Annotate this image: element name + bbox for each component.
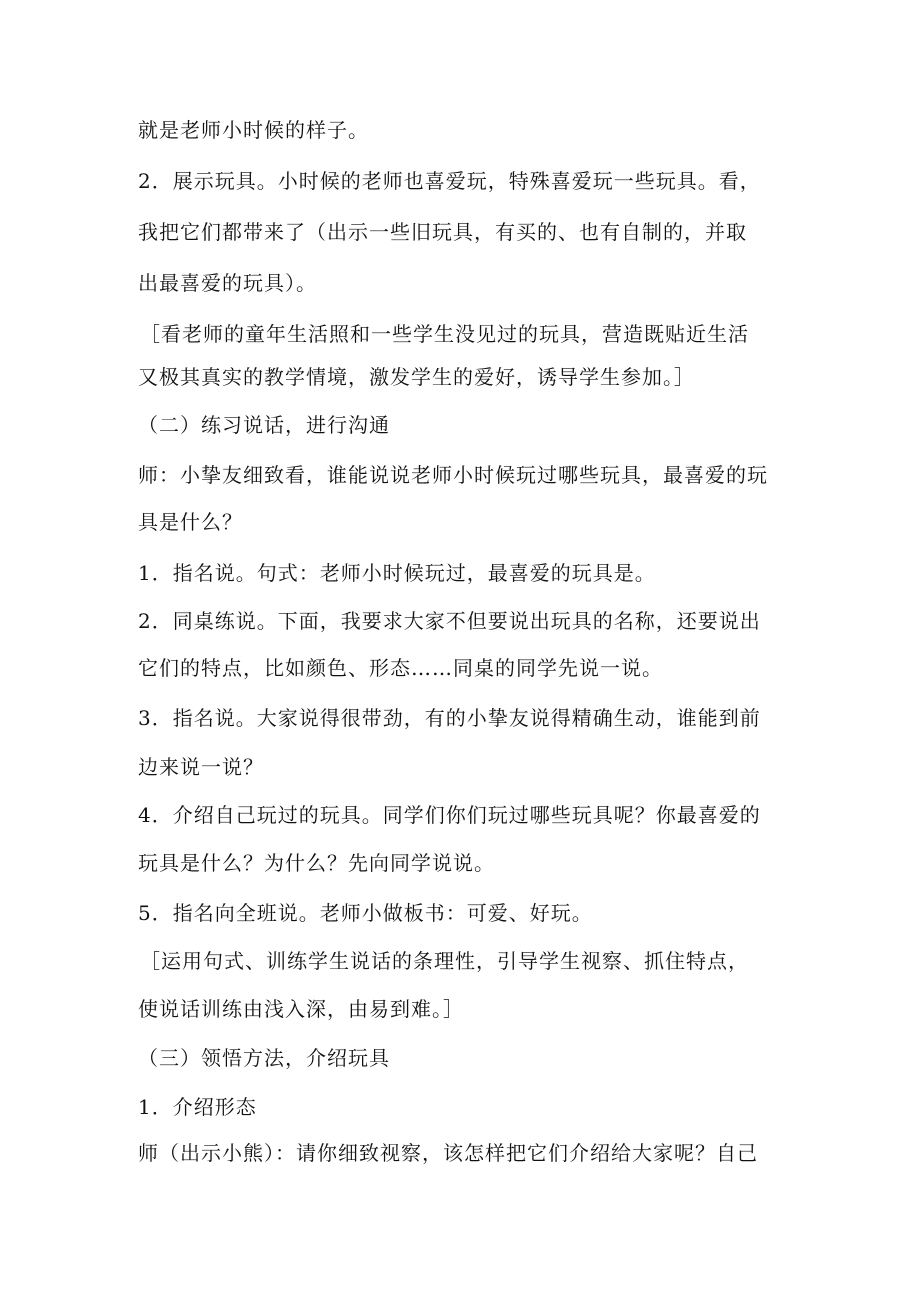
section-heading: （二）练习说话，进行沟通 bbox=[138, 413, 390, 437]
text-line: 师（出示小熊）：请你细致视察，该怎样把它们介绍给大家呢？自己 bbox=[138, 1141, 758, 1165]
text-line: 2．展示玩具。小时候的老师也喜爱玩，特殊喜爱玩一些玩具。看， bbox=[138, 169, 761, 193]
text-line: ［看老师的童年生活照和一些学生没见过的玩具，营造既贴近生活 bbox=[140, 322, 749, 346]
text-line: 2．同桌练说。下面，我要求大家不但要说出玩具的名称，还要说出 bbox=[138, 609, 761, 633]
text-line: 师：小挚友细致看，谁能说说老师小时候玩过哪些玩具，最喜爱的玩 bbox=[138, 463, 768, 487]
text-line: ［运用句式、训练学生说话的条理性，引导学生视察、抓住特点， bbox=[140, 949, 749, 973]
text-line: 5．指名向全班说。老师小做板书：可爱、好玩。 bbox=[138, 901, 593, 925]
text-line: 1．介绍形态 bbox=[138, 1095, 257, 1119]
text-line: 就是老师小时候的样子。 bbox=[138, 118, 369, 142]
text-line: 具是什么？ bbox=[138, 510, 243, 534]
text-line: 出最喜爱的玩具）。 bbox=[138, 271, 317, 295]
text-line: 4．介绍自己玩过的玩具。同学们你们玩过哪些玩具呢？你最喜爱的 bbox=[138, 803, 761, 827]
text-line: 又极其真实的教学情境，激发学生的爱好，诱导学生参加。］ bbox=[138, 365, 695, 389]
text-line: 边来说一说？ bbox=[138, 755, 264, 779]
section-heading: （三）领悟方法，介绍玩具 bbox=[138, 1046, 390, 1070]
text-line: 3．指名说。大家说得很带劲，有的小挚友说得精确生动，谁能到前 bbox=[138, 706, 761, 730]
text-line: 我把它们都带来了（出示一些旧玩具，有买的、也有自制的，并取 bbox=[138, 220, 747, 244]
text-line: 使说话训练由浅入深，由易到难。］ bbox=[138, 997, 464, 1021]
text-line: 玩具是什么？为什么？先向同学说说。 bbox=[138, 851, 495, 875]
text-line: 1．指名说。句式：老师小时候玩过，最喜爱的玩具是。 bbox=[138, 561, 656, 585]
text-line: 它们的特点，比如颜色、形态……同桌的同学先说一说。 bbox=[138, 656, 663, 680]
